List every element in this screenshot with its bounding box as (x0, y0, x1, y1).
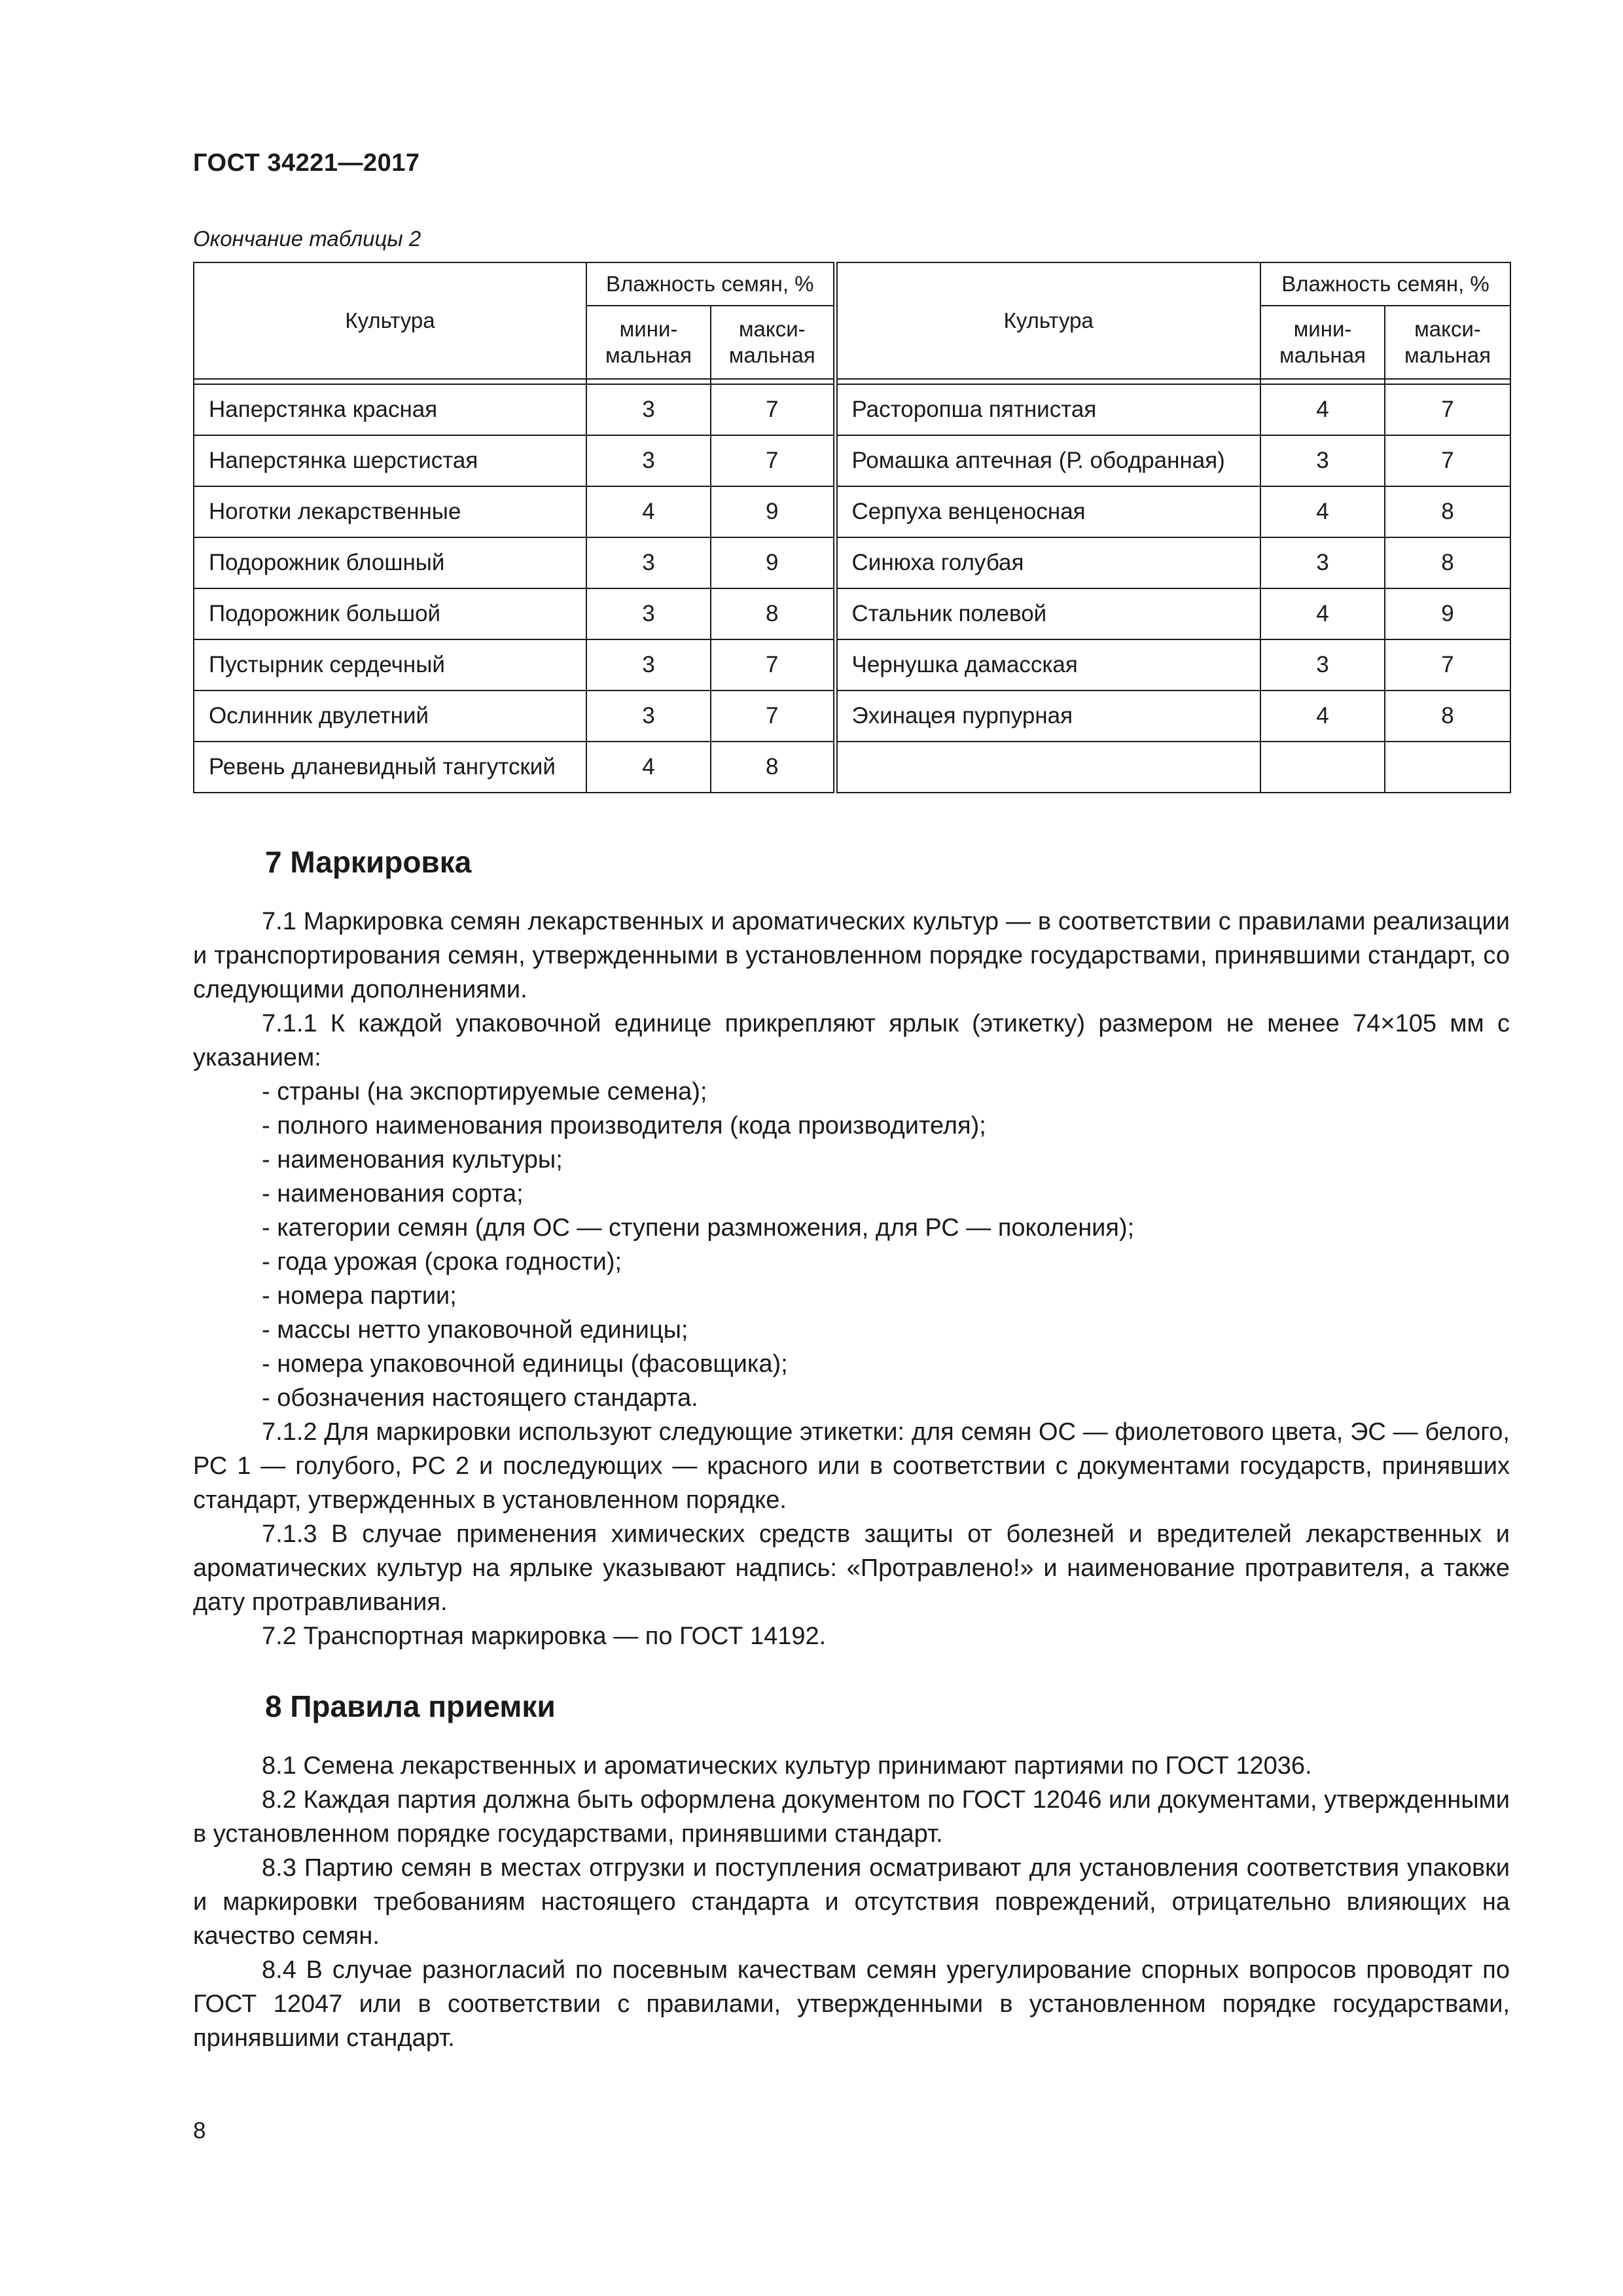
cell-max-left: 8 (711, 588, 835, 639)
list-item: - обозначения настоящего стандарта. (262, 1384, 698, 1412)
cell-min-right: 4 (1260, 486, 1385, 537)
section-8-title: 8 Правила приемки (265, 1689, 556, 1723)
cell-max-left: 7 (711, 384, 835, 435)
list-item: - массы нетто упаковочной единицы; (262, 1316, 688, 1344)
cell-min-left: 3 (586, 384, 711, 435)
cell-culture-left: Наперстянка шерстистая (194, 435, 586, 486)
cell-culture-left: Подорожник блошный (194, 537, 586, 588)
cell-max-right: 8 (1385, 486, 1510, 537)
cell-min-right: 3 (1260, 639, 1385, 691)
col-header-humidity-right: Влажность семян, % (1260, 262, 1510, 306)
cell-culture-right: Ромашка аптечная (Р. ободранная) (835, 435, 1260, 486)
cell-min-left: 3 (586, 691, 711, 742)
cell-culture-left: Ослинник двулетний (194, 691, 586, 742)
cell-culture-left: Пустырник сердечный (194, 639, 586, 691)
col-header-culture-right: Культура (835, 262, 1260, 379)
document-header: ГОСТ 34221—2017 (193, 149, 420, 177)
cell-max-right: 7 (1385, 639, 1510, 691)
list-item: - страны (на экспортируемые семена); (262, 1078, 707, 1105)
cell-culture-left: Ревень дланевидный тангутский (194, 742, 586, 793)
cell-culture-left: Наперстянка красная (194, 384, 586, 435)
list-item: - номера упаковочной единицы (фасовщика); (262, 1350, 788, 1378)
cell-culture-left: Подорожник большой (194, 588, 586, 639)
paragraph-7-1-3: 7.1.3 В случае применения химических средств защиты от болезней и вредителей лекарственных и ароматических культур на ярлыке указывают надпись: «Протравлено!» и наименование протравителя, а также дату протравливания. (193, 1520, 1510, 1616)
table-row (194, 588, 1510, 639)
cell-max-right: 7 (1385, 384, 1510, 435)
page-number: 8 (193, 2118, 206, 2144)
cell-min-right (1260, 742, 1385, 793)
section-7-body (193, 905, 1510, 1653)
table-row (194, 435, 1510, 486)
cell-culture-left: Ноготки лекарственные (194, 486, 586, 537)
cell-min-right: 3 (1260, 435, 1385, 486)
humidity-table (193, 262, 1511, 793)
cell-max-right: 7 (1385, 435, 1510, 486)
paragraph-7-1-2: 7.1.2 Для маркировки используют следующие этикетки: для семян ОС — фиолетового цвета, ЭС — белого, РС 1 — голубого, РС 2 и последующих — красного или в соответствии с документами государств, принявших стандарт, утвержденных в установленном порядке. (193, 1418, 1510, 1514)
cell-max-left: 7 (711, 691, 835, 742)
col-header-culture-left: Культура (194, 262, 586, 379)
cell-min-left: 4 (586, 742, 711, 793)
table-row (194, 639, 1510, 691)
cell-culture-right: Чернушка дамасская (835, 639, 1260, 691)
list-item: - номера партии; (262, 1282, 457, 1310)
cell-culture-right: Эхинацея пурпурная (835, 691, 1260, 742)
cell-max-left: 7 (711, 435, 835, 486)
cell-culture-right: Стальник полевой (835, 588, 1260, 639)
col-header-min-right: мини- мальная (1260, 306, 1385, 379)
cell-min-right: 4 (1260, 384, 1385, 435)
cell-culture-right (835, 742, 1260, 793)
cell-culture-right: Расторопша пятнистая (835, 384, 1260, 435)
cell-max-right: 9 (1385, 588, 1510, 639)
table-row (194, 537, 1510, 588)
label-requirements-list (193, 1075, 1510, 1415)
cell-min-right: 3 (1260, 537, 1385, 588)
cell-min-left: 3 (586, 537, 711, 588)
cell-max-left: 8 (711, 742, 835, 793)
cell-max-left: 9 (711, 486, 835, 537)
cell-max-right (1385, 742, 1510, 793)
col-header-humidity-left: Влажность семян, % (586, 262, 835, 306)
cell-culture-right: Синюха голубая (835, 537, 1260, 588)
paragraph-7-1: 7.1 Маркировка семян лекарственных и ароматических культур — в соответствии с правилами реализации и транспортирования семян, утвержденными в установленном порядке государствами, принявшими стандарт, со следующими дополнениями. (193, 908, 1510, 1003)
section-8-body (193, 1749, 1510, 2055)
cell-min-left: 4 (586, 486, 711, 537)
cell-min-left: 3 (586, 588, 711, 639)
cell-min-left: 3 (586, 639, 711, 691)
cell-min-right: 4 (1260, 691, 1385, 742)
paragraph-8-2: 8.2 Каждая партия должна быть оформлена документом по ГОСТ 12046 или документами, утвержденными в установленном порядке государствами, принявшими стандарт. (193, 1786, 1510, 1848)
cell-min-right: 4 (1260, 588, 1385, 639)
col-header-max-left: макси- мальная (711, 306, 835, 379)
paragraph-7-2: 7.2 Транспортная маркировка — по ГОСТ 14192. (262, 1623, 827, 1650)
list-item: - наименования сорта; (262, 1180, 524, 1208)
cell-max-right: 8 (1385, 537, 1510, 588)
col-header-max-right: макси- мальная (1385, 306, 1510, 379)
paragraph-7-1-1: 7.1.1 К каждой упаковочной единице прикрепляют ярлык (этикетку) размером не менее 74×105 мм с указанием: (193, 1010, 1510, 1071)
table-row (194, 384, 1510, 435)
cell-max-right: 8 (1385, 691, 1510, 742)
cell-max-left: 7 (711, 639, 835, 691)
paragraph-8-3: 8.3 Партию семян в местах отгрузки и поступления осматривают для установления соответствия упаковки и маркировки требованиям настоящего стандарта и отсутствия повреждений, отрицательно влияющих на качество семян. (193, 1854, 1510, 1950)
list-item: - наименования культуры; (262, 1146, 563, 1174)
cell-culture-right: Серпуха венценосная (835, 486, 1260, 537)
col-header-min-left: мини- мальная (586, 306, 711, 379)
list-item: - категории семян (для ОС — ступени размножения, для РС — поколения); (262, 1214, 1135, 1242)
table-row (194, 691, 1510, 742)
paragraph-8-4: 8.4 В случае разногласий по посевным качествам семян урегулирование спорных вопросов проводят по ГОСТ 12047 или в соответствии с правилами, утвержденными в установленном порядке государствами, принявшими стандарт. (193, 1956, 1510, 2052)
cell-min-left: 3 (586, 435, 711, 486)
table-row (194, 486, 1510, 537)
section-7-title: 7 Маркировка (265, 845, 472, 879)
table-row (194, 742, 1510, 793)
paragraph-8-1: 8.1 Семена лекарственных и ароматических культур принимают партиями по ГОСТ 12036. (262, 1752, 1312, 1780)
table-caption: Окончание таблицы 2 (193, 226, 421, 251)
list-item: - года урожая (срока годности); (262, 1248, 622, 1276)
list-item: - полного наименования производителя (кода производителя); (262, 1112, 986, 1139)
cell-max-left: 9 (711, 537, 835, 588)
